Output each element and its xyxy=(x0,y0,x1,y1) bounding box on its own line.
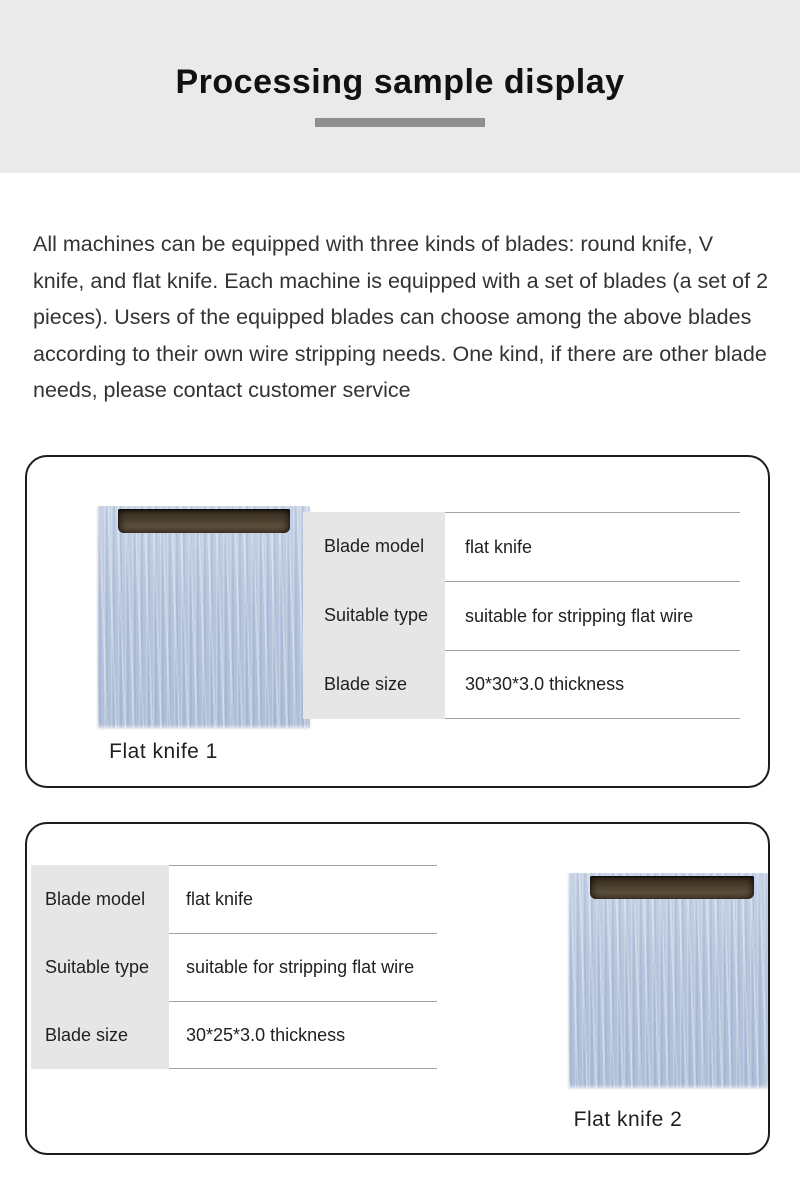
spec-label: Suitable type xyxy=(31,933,169,1001)
blade-slot xyxy=(590,876,754,899)
page-header xyxy=(0,0,800,173)
spec-label: Blade size xyxy=(303,650,445,719)
spec-value: 30*25*3.0 thickness xyxy=(169,1001,437,1069)
page-title: Processing sample display xyxy=(175,63,625,101)
spec-value: suitable for stripping flat wire xyxy=(169,933,437,1001)
spec-label: Blade size xyxy=(31,1001,169,1069)
photo-caption: Flat knife 2 xyxy=(573,1108,683,1131)
spec-value: 30*30*3.0 thickness xyxy=(445,650,740,719)
title-underline-bar xyxy=(315,118,485,127)
spec-value: flat knife xyxy=(169,865,437,933)
spec-value: flat knife xyxy=(445,512,740,581)
spec-table xyxy=(303,512,740,719)
intro-paragraph: All machines can be equipped with three kinds of blades: round knife, V knife, and flat knife. Each machine is equipped with a set of blades (a set of 2 pieces). Users of the equipped blades can choose among the above blades according to their own wire stripping needs. One kind, if there are other blade needs, please contact customer service xyxy=(33,232,769,402)
product-card-flat-knife-2 xyxy=(25,822,770,1155)
spec-table xyxy=(31,865,437,1069)
flat-knife-2-photo xyxy=(568,873,768,1088)
blade-slot xyxy=(118,509,290,533)
spec-value: suitable for stripping flat wire xyxy=(445,581,740,650)
spec-label: Blade model xyxy=(303,512,445,581)
spec-label: Suitable type xyxy=(303,581,445,650)
product-card-flat-knife-1 xyxy=(25,455,770,788)
photo-caption: Flat knife 1 xyxy=(109,740,218,763)
spec-label: Blade model xyxy=(31,865,169,933)
flat-knife-1-photo xyxy=(97,506,310,728)
